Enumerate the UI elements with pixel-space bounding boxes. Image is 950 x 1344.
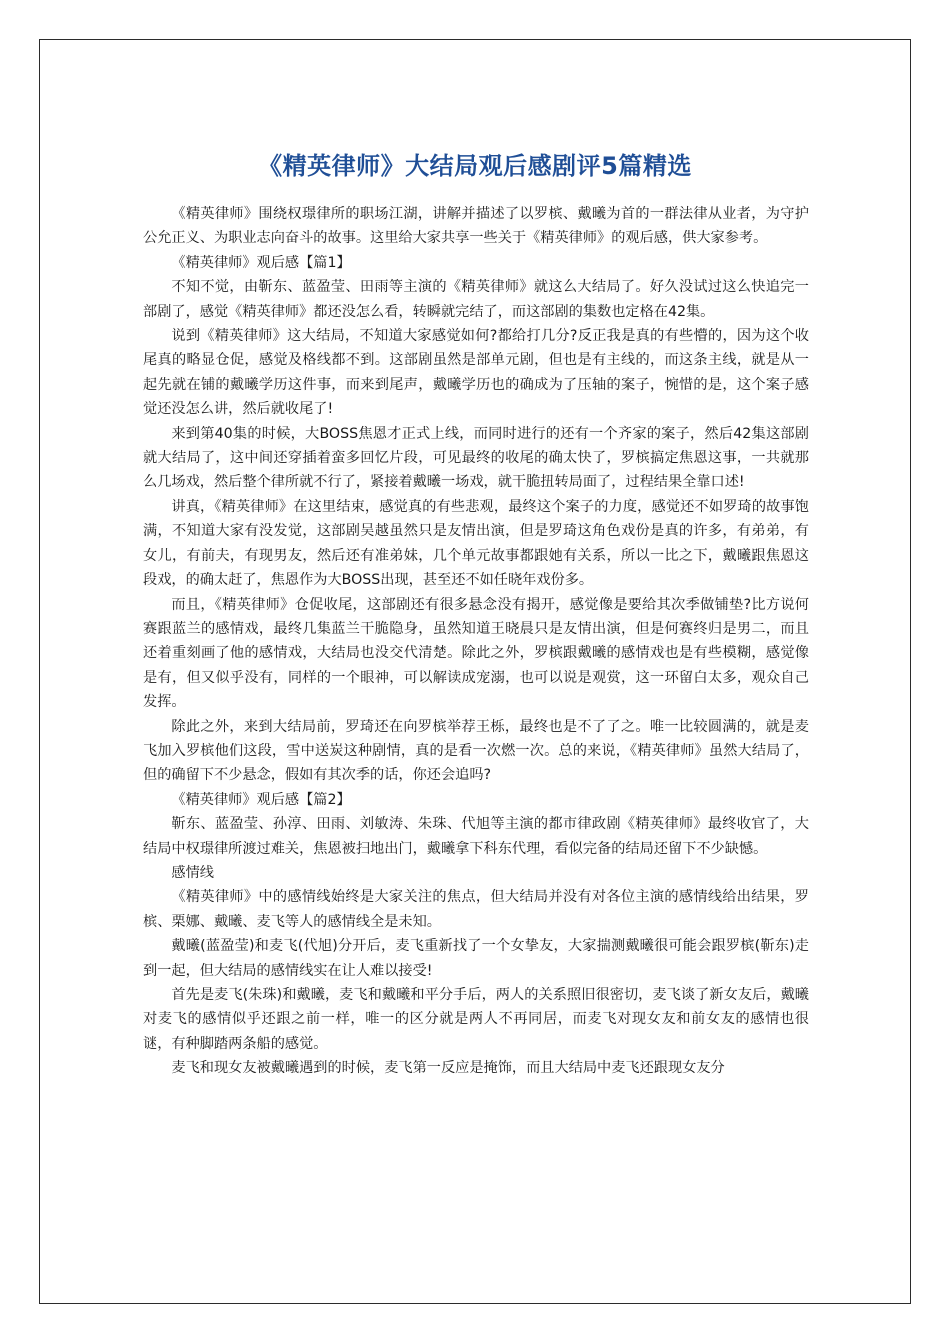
paragraph: 讲真，《精英律师》在这里结束，感觉真的有些悲观，最终这个案子的力度，感觉还不如罗琦的故事饱满，不知道大家有没发觉，这部剧吴越虽然只是友情出演，但是罗琦这角色戏份是真的许多，有弟弟，有女儿，有前夫，有现男友，然后还有准弟妹，几个单元故事都跟她有关系，所以一比之下，戴曦跟焦恩这段戏，的确太赶了，焦恩作为大BOSS出现，甚至还不如任晓年戏份多。 <box>143 498 809 589</box>
paragraph: 《精英律师》围绕权璟律所的职场江湖，讲解并描述了以罗槟、戴曦为首的一群法律从业者，为守护公允正义、为职业志向奋斗的故事。这里给大家共享一些关于《精英律师》的观后感，供大家参考。 <box>143 206 809 247</box>
paragraph: 除此之外，来到大结局前，罗琦还在向罗槟举荐王栎，最终也是不了了之。唯一比较圆满的，就是麦飞加入罗槟他们这段，雪中送炭这种剧情，真的是看一次燃一次。总的来说，《精英律师》虽然大结局了，但的确留下不少悬念，假如有其次季的话，你还会追吗? <box>143 718 809 784</box>
section-heading: 《精英律师》观后感【篇1】 <box>171 254 351 271</box>
paragraph: 麦飞和现女友被戴曦遇到的时候，麦飞第一反应是掩饰，而且大结局中麦飞还跟现女友分 <box>171 1060 725 1077</box>
paragraph: 不知不觉，由靳东、蓝盈莹、田雨等主演的《精英律师》就这么大结局了。好久没试过这么快追完一部剧了，感觉《精英律师》都还没怎么看，转瞬就完结了，而这部剧的集数也定格在42集。 <box>143 279 809 320</box>
document-title: 《精英律师》大结局观后感剧评5篇精选 <box>258 152 692 181</box>
paragraph: 说到《精英律师》这大结局，不知道大家感觉如何?都给打几分?反正我是真的有些懵的，因为这个收尾真的略显仓促，感觉及格线都不到。这部剧虽然是部单元剧，但也是有主线的，而这条主线，就是从一起先就在铺的戴曦学历这件事，而来到尾声，戴曦学历也的确成为了压轴的案子，惋惜的是，这个案子感觉还没怎么讲，然后就收尾了! <box>143 328 809 418</box>
subheading: 感情线 <box>171 864 214 881</box>
document-body <box>143 202 809 1081</box>
paragraph: 戴曦(蓝盈莹)和麦飞(代旭)分开后，麦飞重新找了一个女挚友，大家揣测戴曦很可能会跟罗槟(靳东)走到一起，但大结局的感情线实在让人难以接受! <box>143 938 809 979</box>
paragraph: 首先是麦飞(朱珠)和戴曦，麦飞和戴曦和平分手后，两人的关系照旧很密切，麦飞谈了新女友后，戴曦对麦飞的感情似乎还跟之前一样，唯一的区分就是两人不再同居，而麦飞对现女友和前女友的感情也很谜，有种脚踏两条船的感觉。 <box>143 987 809 1052</box>
section-heading: 《精英律师》观后感【篇2】 <box>171 791 351 808</box>
paragraph: 《精英律师》中的感情线始终是大家关注的焦点，但大结局并没有对各位主演的感情线给出结果，罗槟、栗娜、戴曦、麦飞等人的感情线全是未知。 <box>143 889 809 930</box>
paragraph: 靳东、蓝盈莹、孙淳、田雨、刘敏涛、朱珠、代旭等主演的都市律政剧《精英律师》最终收官了，大结局中权璟律所渡过难关，焦恩被扫地出门，戴曦拿下科东代理，看似完备的结局还留下不少缺憾。 <box>143 816 809 857</box>
paragraph: 而且，《精英律师》仓促收尾，这部剧还有很多悬念没有揭开，感觉像是要给其次季做铺垫?比方说何赛跟蓝兰的感情戏，最终几集蓝兰干脆隐身，虽然知道王晓晨只是友情出演，但是何赛终归是男二，而且还着重刻画了他的感情戏，大结局也没交代清楚。除此之外，罗槟跟戴曦的感情戏也是有些模糊，感觉像是有，但又似乎没有，同样的一个眼神，可以解读成宠溺，也可以说是观赏，这一环留白太多，观众自己发挥。 <box>143 596 809 711</box>
paragraph: 来到第40集的时候，大BOSS焦恩才正式上线，而同时进行的还有一个齐家的案子，然后42集这部剧就大结局了，这中间还穿插着蛮多回忆片段，可见最终的收尾的确太快了，罗槟搞定焦恩这事，一共就那么几场戏，然后整个律所就不行了，紧接着戴曦一场戏，就干脆扭转局面了，过程结果全靠口述! <box>143 425 809 491</box>
